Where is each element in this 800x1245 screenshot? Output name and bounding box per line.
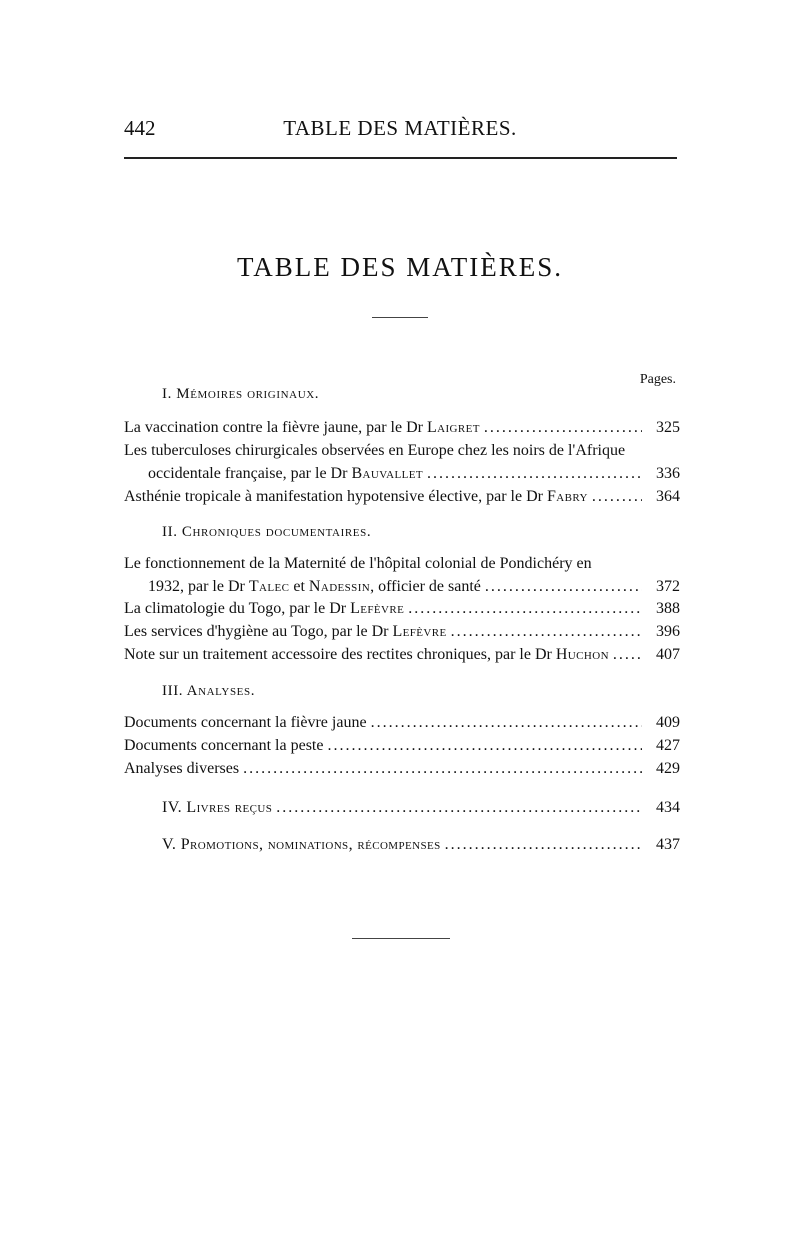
pages-column-label: Pages. [639, 372, 676, 387]
closing-ornament [352, 938, 450, 939]
page-ref: 434 [656, 799, 680, 816]
page-ref: 336 [656, 465, 680, 482]
toc-entry[interactable]: La vaccination contre la fièvre jaune, par le Dr Laigret . . . 325 [124, 416, 680, 439]
toc-entry[interactable]: La climatologie du Togo, par le Dr Lefèvre . . . 388 [124, 597, 680, 620]
page-ref: 364 [656, 488, 680, 505]
page-number: 442 [124, 116, 156, 140]
author-name: Bauvallet [351, 465, 423, 482]
section-heading: IV. Livres reçus [162, 799, 273, 816]
toc-entry[interactable]: Documents concernant la peste . . . 427 [124, 734, 680, 757]
running-title: TABLE DES MATIÈRES. [283, 116, 517, 140]
section-heading: II. Chroniques documentaires. [162, 524, 372, 540]
header-rule [124, 157, 677, 159]
page-ref: 372 [656, 578, 680, 595]
page-ref: 407 [656, 646, 680, 663]
page-ref: 325 [656, 419, 680, 436]
section-heading: I. Mémoires originaux. [162, 386, 320, 402]
section-heading: V. Promotions, nominations, récompenses [162, 836, 441, 853]
author-name: Fabry [546, 488, 588, 505]
page-ref: 429 [656, 760, 680, 777]
toc-entry[interactable]: Le fonctionnement de la Maternité de l'hôpital colonial de Pondichéry en 1932, par le Dr Talec et Nadessin, officier de santé . . . 372 [124, 552, 680, 598]
author-name: Lefèvre [350, 600, 405, 617]
toc-entry[interactable]: Note sur un traitement accessoire des rectites chroniques, par le Dr Huchon . . . 407 [124, 643, 680, 666]
author-name: Lefèvre [392, 623, 447, 640]
toc-entry[interactable]: Asthénie tropicale à manifestation hypotensive élective, par le Dr Fabry . . . 364 [124, 485, 680, 508]
author-name: Nadessin [308, 578, 371, 595]
toc-entry[interactable]: Les services d'hygiène au Togo, par le Dr Lefèvre . . . 396 [124, 620, 680, 643]
toc-entry[interactable]: Les tuberculoses chirurgicales observées en Europe chez les noirs de l'Afrique occidentale française, par le Dr Bauvallet . . . 336 [124, 439, 680, 485]
page-title: TABLE DES MATIÈRES. [236, 252, 564, 282]
page-ref: 409 [656, 714, 680, 731]
toc-section-entry[interactable] [162, 833, 680, 856]
author-name: Laigret [426, 419, 480, 436]
page-ref: 388 [656, 600, 680, 617]
page-ref: 437 [656, 836, 680, 853]
toc-entry[interactable]: Analyses diverses . . . 429 [124, 757, 680, 780]
author-name: Huchon [555, 646, 609, 663]
title-ornament [372, 317, 428, 318]
section-heading: III. Analyses. [162, 683, 256, 699]
toc-entry[interactable]: Documents concernant la fièvre jaune . . . 409 [124, 711, 680, 734]
author-name: Talec [248, 578, 290, 595]
page-ref: 427 [656, 737, 680, 754]
page-ref: 396 [656, 623, 680, 640]
toc-section-entry[interactable] [162, 796, 680, 819]
